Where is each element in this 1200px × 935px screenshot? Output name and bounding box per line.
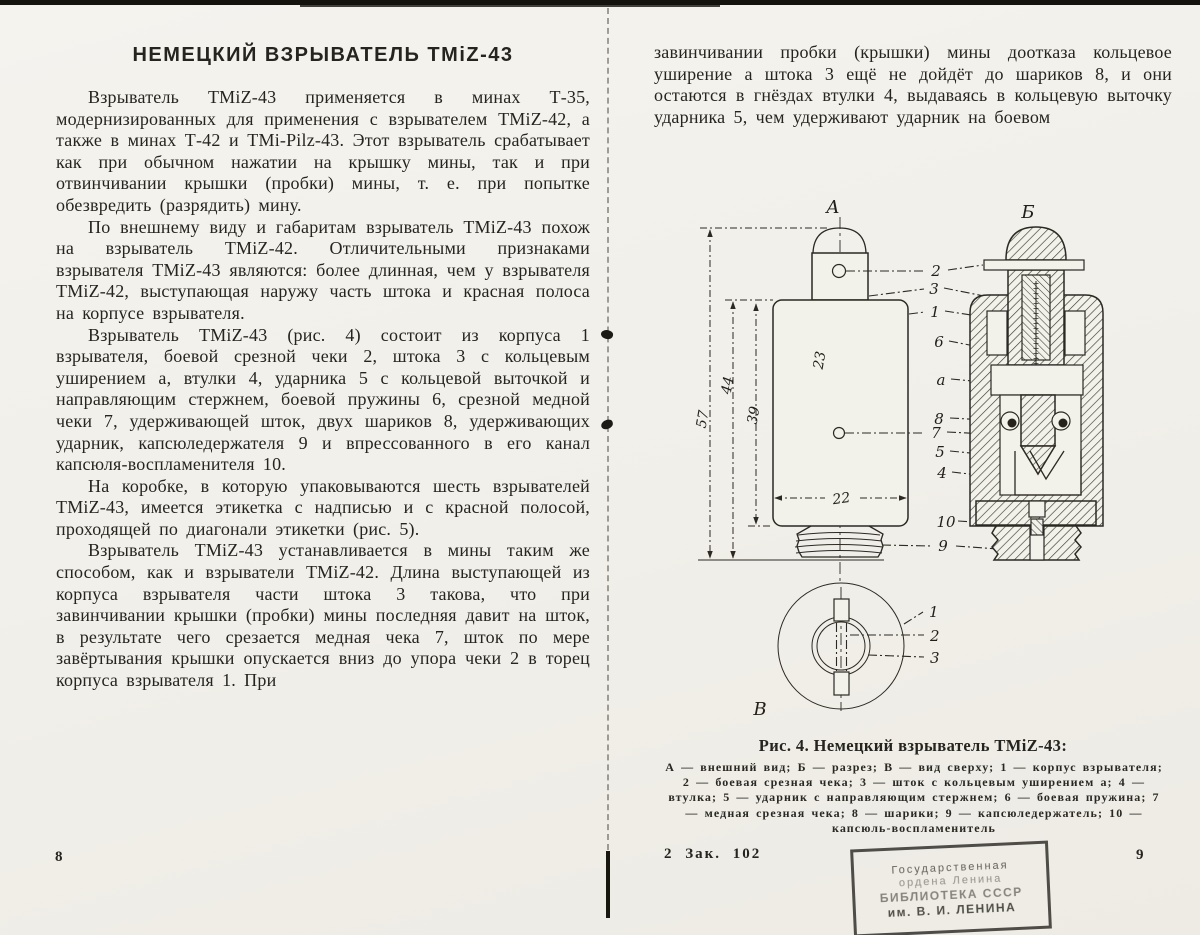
view-b-label: Б bbox=[1021, 202, 1035, 223]
topview-callout-2: 2 bbox=[930, 627, 940, 645]
callout-9: 9 bbox=[938, 537, 948, 555]
dim-44-label: 44 bbox=[718, 375, 738, 396]
dim-22-label: 22 bbox=[831, 489, 852, 509]
page-title: НЕМЕЦКИЙ ВЗРЫВАТЕЛЬ TMiZ-43 bbox=[132, 44, 514, 66]
paragraph-continuation: завинчивании пробки (крышки) мины доотказа кольцевое уширение а штока 3 ещё не дойдёт до шариков 8, и они остаются в гнёздах втулки 4, выдаваясь в кольцевую выточку ударника 5, чем удерживают ударник на боевом bbox=[654, 42, 1172, 127]
page-number-right: 9 bbox=[1136, 847, 1144, 863]
dim-57-label: 57 bbox=[693, 409, 713, 430]
primer-cap bbox=[1031, 519, 1043, 535]
print-imprint: 2 Зак. 102 bbox=[664, 846, 762, 862]
stamp-line: им. В. И. ЛЕНИНА bbox=[887, 899, 1017, 920]
view-a-label: А bbox=[826, 197, 840, 218]
topview-callout-3: 3 bbox=[930, 649, 940, 667]
dim-39-label: 39 bbox=[744, 405, 764, 426]
gutter-ink-mark bbox=[600, 419, 614, 431]
page-number-left: 8 bbox=[55, 849, 63, 865]
callout-7: 7 bbox=[931, 424, 941, 442]
page-right-text bbox=[654, 42, 1172, 128]
figure-legend: А — внешний вид; Б — разрез; В — вид сверху; 1 — корпус взрывателя; 2 — боевая срезная чека; 3 — шток с кольцевым уширением а; 4 — втулка; 5 — ударник с направляющим стержнем; 6 — боевая пружина; 7 — медная срезная чека; 8 — шарики; 9 — капсюледержатель; 10 — капсюль-воспламенитель bbox=[665, 760, 1163, 835]
callout-8: 8 bbox=[934, 410, 944, 428]
paragraph-appearance: По внешнему виду и габаритам взрыватель TMiZ-43 похож на взрыватель TMiZ-42. Отличительными признаками взрывателя TMiZ-43 являются: более длинная, чем у взрывателя TMiZ-42, выступающая наружу часть штока и красная полоса на корпусе взрывателя. bbox=[56, 216, 590, 323]
paragraph-installation: Взрыватель TMiZ-43 устанавливается в мины таким же способом, как и взрыватели TMiZ-42. Длина выступающей из корпуса взрывателя части штока 3 такова, что при завинчивании крышки (пробки) мины последняя давит на шток, в результате чего срезается медная чека 7, шток по мере завёртывания крышки опускается вниз до упора чеки 2 в торец корпуса взрывателя 1. При bbox=[56, 540, 590, 691]
view-a-external bbox=[694, 197, 908, 585]
ball-shading bbox=[1059, 419, 1068, 428]
ball-shading bbox=[1008, 419, 1017, 428]
callout-1: 1 bbox=[930, 303, 940, 321]
view-v-top bbox=[752, 583, 939, 720]
stamp-line: ордена Ленина bbox=[898, 872, 1003, 889]
gutter-ink-mark bbox=[600, 328, 614, 341]
page-left bbox=[56, 44, 590, 692]
stamp-line: БИБЛИОТЕКА СССР bbox=[879, 884, 1024, 905]
figure-caption: Рис. 4. Немецкий взрыватель TMiZ-43: bbox=[758, 736, 1068, 755]
scan-edge-top bbox=[0, 0, 1200, 5]
callout-2: 2 bbox=[931, 262, 941, 280]
topview-callout-1: 1 bbox=[929, 603, 939, 621]
callout-6: 6 bbox=[934, 333, 944, 351]
thread-neck-a bbox=[795, 526, 883, 557]
figure-4-diagram bbox=[678, 183, 1178, 735]
stamp-line: Государственная bbox=[891, 858, 1009, 877]
view-v-label: В bbox=[753, 699, 767, 720]
callout-10: 10 bbox=[936, 513, 956, 531]
paragraph-box-label: На коробке, в которую упаковываются шесть взрывателей TMiZ-43, имеется этикетка с надписью и с красной полосой, проходящей по диагонали этикетки (рис. 5). bbox=[56, 475, 590, 539]
paragraph-components: Взрыватель TMiZ-43 (рис. 4) состоит из корпуса 1 взрывателя, боевой срезной чеки 2, штока 3 с кольцевым уширением а, втулки 4, ударника 5 с кольцевой выточкой и направляющим стержнем, боевой пружины 6, срезной медной чеки 7, удерживающей шток, двух шариков 8, удерживающих ударник, капсюледержателя 9 и впрессованного в его канал капсюля-воспламенителя 10. bbox=[56, 324, 590, 475]
dim-23-label: 23 bbox=[810, 350, 830, 371]
callout-a: а bbox=[936, 371, 946, 389]
gutter-bottom-line bbox=[606, 851, 610, 918]
callout-4: 4 bbox=[937, 464, 947, 482]
view-b-section bbox=[970, 202, 1103, 560]
paragraph-intro: Взрыватель TMiZ-43 применяется в минах Т-35, модернизированных для применения с взрывателем TMiZ-42, а также в минах Т-42 и TMi-Pilz-43. Этот взрыватель срабатывает как при обычном нажатии на крышку мины, так и при отвинчивании крышки (пробки) мины, т. е. при попытке обезвредить (разрядить) мину. bbox=[56, 87, 590, 215]
callout-5: 5 bbox=[935, 443, 945, 461]
library-stamp bbox=[850, 841, 1052, 935]
callout-3: 3 bbox=[929, 280, 939, 298]
